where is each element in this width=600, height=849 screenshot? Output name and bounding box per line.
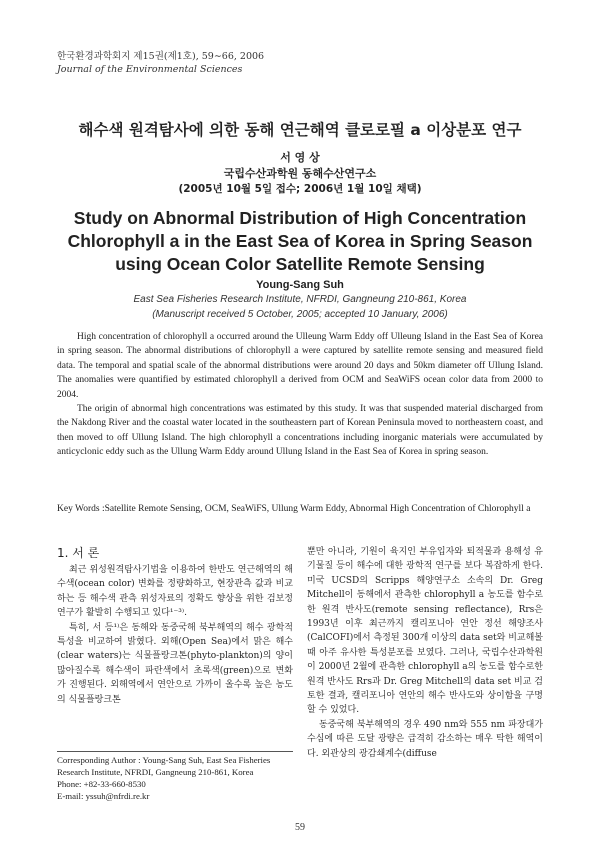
- footnote-line: Phone: +82-33-660-8530: [57, 779, 146, 789]
- body-paragraph: 최근 위성원격탐사기법을 이용하여 한반도 연근해역의 해수색(ocean color) 변화를 정량화하고, 현장관측 값과 비교하는 등 해수색 관측 위성자료의 정확도 향상을 위한 검보정 연구가 활발히 수행되고 있다¹⁻³⁾.: [57, 565, 293, 619]
- korean-affiliation: 국립수산과학원 동해수산연구소: [223, 167, 377, 180]
- body-column-right: [307, 545, 543, 761]
- journal-citation-ko: 한국환경과학회지 제15권(제1호), 59∼66, 2006: [57, 51, 265, 62]
- abstract-paragraph-2: The origin of abnormal high concentrations was estimated by this study. It was that suspended material discharged from the Nakdong River and the coastal water located in the southeastern part of Korean Peninsula moved to northeastern coast, and then moved to off Ullung Island. The high chlorophyll a concentrations including inorganic materials were accumulated by anticyclonic eddy such as the Ullung Warm Eddy around Ullung Island in the East Sea of Korea in spring season.: [57, 404, 543, 458]
- footnote: [57, 754, 297, 802]
- footnote-line: Research Institute, NFRDI, Gangneung 210-861, Korea: [57, 767, 254, 777]
- korean-title: 해수색 원격탐사에 의한 동해 연근해역 클로로필 a 이상분포 연구: [78, 121, 522, 139]
- footnote-divider: [57, 751, 293, 752]
- section-title: 1. 서 론: [57, 546, 100, 560]
- korean-dates: (2005년 10월 5일 접수; 2006년 1월 10일 채택): [178, 183, 422, 195]
- body-paragraph: 동중국해 북부해역의 경우 490 nm와 555 nm 파장대가 수심에 따른 도달 광량은 급격히 감소하는 매우 탁한 해역이다. 외관상의 광감쇄계수(diffuse: [307, 719, 543, 759]
- keywords-label: Key Words :: [57, 504, 105, 514]
- body-paragraph: 뿐만 아니라, 기원이 육지인 부유입자와 퇴적물과 용해성 유기물질 등이 해수에 대한 광학적 연구를 보다 복잡하게 한다. 미국 UCSD의 Scripps 해양연구소 소속의 Dr. Greg Mitchell이 동해에서 관측한 chlorophyll a 농도를 함수로 한 원격 반사도(remote sensing reflectance), Rrs은 1993년 이후 최근까지 캘리포니아 연안 정선 해양조사(CalCOFI)에서 측정된 300개 이상의 data set와 비교해볼 때 아주 유사한 특성분포를 보였다. 그러나, 국립수산과학원이 2000년 2월에 관측한 chlorophyll a의 농도를 함수로한 원격 반사도 Rrs과 Dr. Greg Mitchell의 data set 비교 검토한 결과, 캘리포니아 연안의 해수 반사도와 상이함을 구명할 수 있었다.: [307, 547, 543, 716]
- manuscript-dates: (Manuscript received 5 October, 2005; accepted 10 January, 2006): [152, 309, 448, 320]
- english-author: Young-Sang Suh: [256, 279, 344, 291]
- footnote-line: Corresponding Author : Young-Sang Suh, East Sea Fisheries: [57, 755, 271, 765]
- abstract: [57, 330, 543, 460]
- body-column-left: [57, 545, 293, 707]
- english-title: [0, 207, 600, 276]
- english-title-line3: using Ocean Color Satellite Remote Sensing: [115, 254, 485, 274]
- journal-header: [57, 50, 264, 76]
- english-affiliation: East Sea Fisheries Research Institute, NFRDI, Gangneung 210-861, Korea: [133, 294, 467, 305]
- abstract-paragraph-1: High concentration of chlorophyll a occurred around the Ulleung Warm Eddy off Ulleung Island in the East Sea of Korea in spring season. The abnormal distributions of chlorophyll a were captured by satellite remote sensing and measured field data. The temporal and spatial scale of the abnormal distributions were around 20 days and 50km diameter off Ullung Island. The anomalies were quantified by estimated chlorophyll a derived from OCM and SeaWiFS ocean color data from 2000 to 2004.: [57, 332, 543, 400]
- keywords-text: Satellite Remote Sensing, OCM, SeaWiFS, Ullung Warm Eddy, Abnormal High Concentration of Chlorophyll a: [104, 504, 531, 514]
- keywords: [57, 502, 543, 516]
- body-paragraph: 특히, 서 등¹⁾은 동해와 동중국해 북부해역의 해수 광학적 특성을 비교하여 밝혔다. 외해(Open Sea)에서 맑은 해수(clear waters)는 식물플랑크톤(phyto-plankton)의 양이 많아질수록 해수색이 파란색에서 초록색(green)으로 변화가 진행된다. 외해역에서 연안으로 가까이 올수록 높은 농도의 식물플랑크톤: [57, 622, 293, 705]
- page-number: 59: [295, 822, 305, 833]
- footnote-line: E-mail: yssuh@nfrdi.re.kr: [57, 791, 150, 801]
- english-title-line2: Chlorophyll a in the East Sea of Korea in Spring Season: [67, 231, 533, 251]
- korean-author: 서 영 상: [280, 151, 320, 164]
- journal-name-en: Journal of the Environmental Sciences: [57, 64, 243, 75]
- english-title-line1: Study on Abnormal Distribution of High Concentration: [73, 208, 527, 228]
